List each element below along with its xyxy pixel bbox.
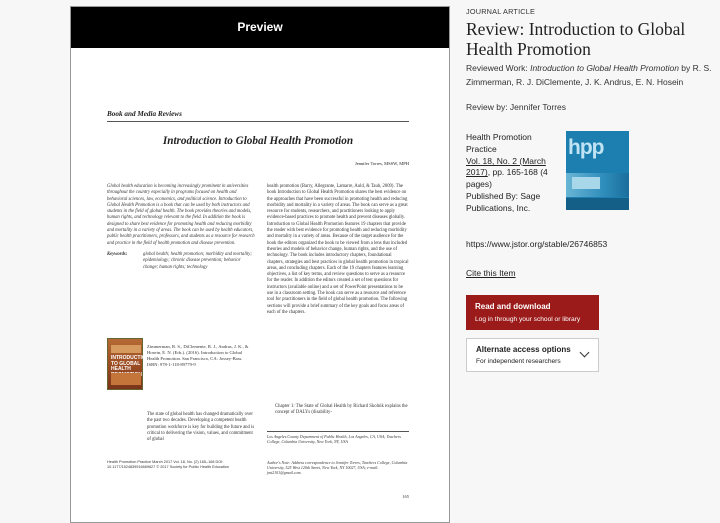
left-column	[107, 184, 255, 271]
read-and-download-button[interactable]	[466, 295, 599, 330]
issue-info	[466, 156, 561, 191]
alt-access-title: Alternate access options	[476, 345, 571, 354]
read-button-subtitle: Log in through your school or library	[475, 316, 581, 323]
affiliation-footnote: Los Angeles County Department of Public Health, Los Angeles, CA, USA; Teachers College, Columbia University, New York, NY, USA	[267, 431, 409, 444]
abstract-text: Global health education is becoming increasingly prominent in universities throughout the country especially in programs focused on health and behavioral sciences, law, economics, and political science. Introduction to Global Health Promotion is a book that can be used by both instructors and students in the field of global health. The book provides theories and models, human rights, and technology relevant to the field. In addition the book is designed to share best evidence for promoting health and reducing morbidity and mortality in a variety of areas. The book can be used by health educators, public health practitioners, professors, and students as a resource for research and practice in the field of health promotion and disease prevention.	[107, 184, 255, 246]
book-citation: Zimmerman, R. S., DiClemente, R. J., Andrus, J. K., & Hosein, E. N. (Eds.). (2016). Introduction to Global Health Promotion. San Francisco, CA: Jossey-Bass. ISBN: 978-1-118-89779-9	[147, 344, 249, 367]
keywords-label: Keywords:	[107, 251, 128, 257]
author-line: Jennifer Torres, MSSW, MPH	[354, 161, 409, 166]
intro-paragraph	[107, 398, 255, 443]
book-cover-image	[107, 338, 150, 390]
reviewed-prefix: Reviewed Work:	[466, 63, 531, 73]
publication-info	[466, 132, 561, 215]
cite-this-item-link[interactable]: Cite this Item	[466, 268, 516, 278]
page-number: 165	[402, 494, 409, 499]
chapter-bullet: Chapter 1: The State of Global Health by Richard Skolnik explains the concept of DALYs (disability-	[275, 404, 408, 416]
stable-url: https://www.jstor.org/stable/26746853	[466, 239, 608, 249]
article-title: Introduction to Global Health Promotion	[162, 135, 354, 147]
alternate-access-dropdown[interactable]	[466, 338, 599, 372]
journal-cover-image[interactable]	[566, 131, 629, 210]
keywords-row	[107, 252, 255, 271]
document-page	[71, 48, 449, 523]
section-divider	[107, 121, 409, 122]
journal-name: Health Promotion Practice	[466, 132, 532, 154]
book-cover-title: INTRODUCTION TO GLOBAL HEALTH	[111, 355, 150, 372]
author-note: Author's Note: Address correspondence to Jennifer Torres, Teachers College, Columbia University, 525 West 120th Street, New York, NY 10027, USA; e-mail: jmt2101@gmail.com.	[267, 460, 408, 475]
read-button-title: Read and download	[475, 302, 551, 311]
alt-access-subtitle: For independent researchers	[476, 358, 561, 365]
journal-cover-logo: hpp	[568, 136, 604, 159]
section-heading: Book and Media Reviews	[107, 110, 182, 118]
preview-header: Preview	[71, 7, 449, 48]
keywords-text: global health; health promotion; morbidity and mortality; epidemiology; chronic disease prevention; behavior change; human rights; technology	[143, 251, 252, 270]
right-column: health promotion (Barry, Allegrante, Lamarre, Auld, & Taub, 2009). The book Introduction to Global Health Promotion shares the best evidence on the approaches that have been successful in promoting health and reducing morbidity and mortality in a variety of areas. The book can serve as a great resource for students, researchers, and practitioners looking to apply evidence-based practices to promote health and prevent diseases globally. Introduction to Global Health Promotion features 19 chapters that provide the reader with best evidence for promoting health and reducing morbidity and mortality in a variety of areas. Because of the target audience for the book the editors organized the book to be viewed from a lens that included theories and models of behavior change, human rights, and the use of technology. The book includes introductory chapters, foundational chapters, strategies and best practices in global health promotion in tropical areas, and concluding chapters. Each of the 19 chapters features learning objectives, a list of key terms, and review questions to serve as a resource for the reader. In addition the editors created a set of test questions for instructors (available online) and a set of PowerPoint presentations to be use in a classroom setting. The book can serve as a resource and reference tool for practitioners in the field of global health promotion. The following sections will provide a brief summary of the key goals and focus areas of each of the chapters.	[267, 184, 409, 315]
publisher: Published By: Sage Publications, Inc.	[466, 190, 541, 213]
intro-text: The state of global health has changed dramatically over the past two decades. Developing a competent health promotion workforce is key for building the future and is critical to delivering the vision, values, and commitment of global	[147, 412, 255, 443]
review-by: Review by: Jennifer Torres	[466, 102, 566, 112]
reviewed-work	[466, 61, 714, 89]
item-title: Review: Introduction to Global Health Promotion	[466, 19, 686, 59]
page-range: , pp. 165-168 (4 pages)	[466, 167, 548, 190]
journal-footer: Health Promotion Practice March 2017 Vol. 18, No. (2) 165–168 DOI: 10.1177/1524839916669627 © 2017 Society for Public Health Education	[107, 460, 229, 469]
preview-pane[interactable]	[70, 6, 450, 523]
reviewed-authors: by R. S. Zimmerman, R. J. DiClemente, J. K. Andrus, E. N. Hosein	[466, 63, 712, 88]
issue-link[interactable]: Vol. 18, No. 2 (March 2017)	[466, 155, 546, 178]
reviewed-work-title: Introduction to Global Health Promotion	[530, 63, 679, 73]
content-type-label: JOURNAL ARTICLE	[466, 7, 536, 16]
